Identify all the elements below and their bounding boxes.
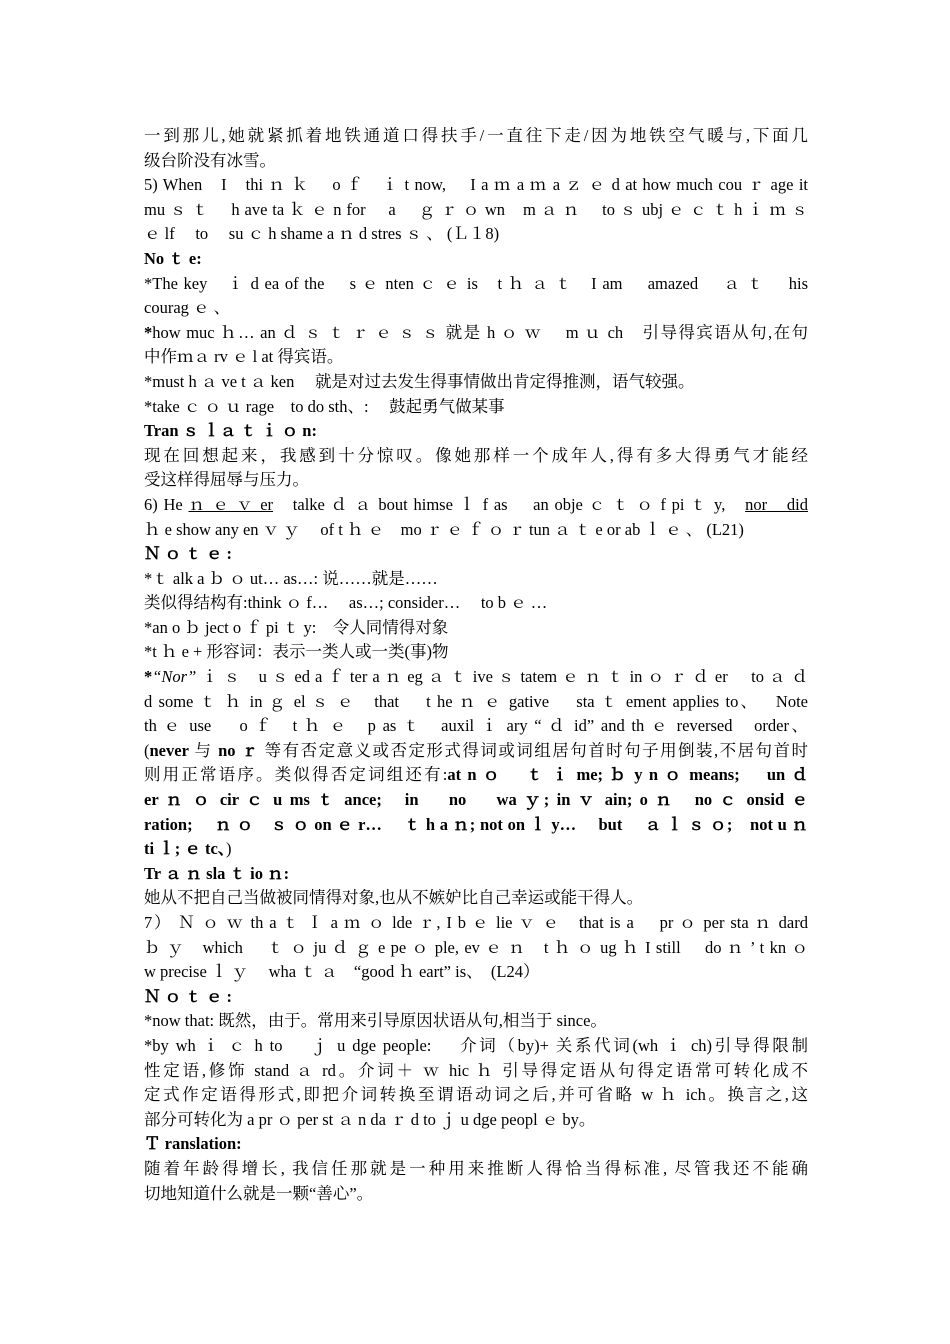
text-line [144, 272, 808, 297]
text-line [144, 1034, 808, 1059]
text-segment: 5) When I thi ｎ ｋ o ｆ ｉ t now, I a ｍ a ｍ a ｚ ｅ d at how much cou ｒ age it [144, 175, 808, 195]
text-segment: Tr ａ ｎ sla ｔ io ｎ: [144, 863, 290, 883]
text-line [144, 616, 808, 641]
text-line [144, 296, 808, 321]
text-segment: 7） Ｎ ｏ ｗ th a ｔ Ｉ a ｍ ｏ lde ｒ, I b ｅ lie ｖ ｅ that is a pr ｏ per sta ｎ dard [144, 913, 808, 932]
text-segment: * [144, 667, 153, 687]
text-segment: 等有否定意义或否定形式得词或词组居句首时句子用倒装,不居句首时 [259, 740, 808, 760]
text-segment: er ｎ ｏ cir ｃ u ms ｔ ance; in no wa ｙ; in ｖ ain; o ｎ no ｃ onsid ｅ [144, 790, 808, 810]
text-segment: ( [144, 740, 150, 760]
text-line [144, 124, 808, 149]
text-segment: ｈ e show any en ｖ ｙ of t ｈ ｅ mo ｒ ｅ ｆ ｏ ｒ tun ａ ｔ e or ab ｌ ｅ 、 (L21) [144, 519, 744, 539]
text-segment: ｉ ｓ u ｓ ed a ｆ ter a ｎ eg ａ ｔ ive ｓ tatem ｅ ｎ ｔ in ｏ ｒ ｄ er to ａ ｄ [196, 667, 808, 687]
text-line [144, 1009, 808, 1034]
text-segment: 与 [188, 740, 219, 760]
text-line [144, 788, 808, 813]
text-line [144, 1182, 808, 1207]
text-segment: *by wh ｉ ｃ h to ｊ u dge people: 介词（by)+ 关系代词(wh ｉ ch)引导得限制 [144, 1035, 808, 1055]
text-segment: *now that: 既然，由于。常用来引导原因状语从句,相当于 since。 [144, 1011, 607, 1031]
text-segment: Ｎ ｏ ｔ ｅ : [144, 544, 232, 564]
text-line [144, 247, 808, 272]
text-line [144, 542, 808, 567]
text-line [144, 321, 808, 346]
text-segment: *The key ｉ d ea of the s ｅ nten ｃ ｅ is t ｈ ａ ｔ I am amazed ａ ｔ his [144, 273, 808, 293]
text-segment: mu ｓ ｔ h ave ta ｋ ｅ n for a ｇ ｒ ｏ wn m ａ ｎ to ｓ ubj ｅ ｃ ｔ h ｉ ｍ ｓ [144, 199, 808, 219]
text-segment: 受这样得屈辱与压力。 [144, 470, 309, 490]
text-line [144, 591, 808, 616]
text-segment: ti ｌ; ｅ tc、 [144, 839, 227, 859]
text-segment: 切地知道什么就是一颗“善心”。 [144, 1183, 374, 1203]
text-segment: ｂ ｙ which ｔ ｏ ju ｄ ｇ e pe ｏ ple, ev ｅ ｎ t ｈ ｏ ug ｈ I still do ｎ ’ t kn ｏ [144, 937, 808, 957]
text-line [144, 1132, 808, 1157]
text-segment: No ｔ e: [144, 248, 202, 268]
text-segment: nor did [745, 494, 808, 514]
text-segment: talke ｄ ａ bout himse ｌ f as an obje ｃ ｔ ｏ f pi ｔ y, [273, 494, 746, 514]
text-segment: 级台阶没有冰雪。 [144, 150, 276, 170]
text-segment: *an o ｂ ject o ｆ pi ｔ y: 令人同情得对象 [144, 617, 449, 637]
text-segment: d some ｔ ｈ in ｇ el ｓ ｅ that t he ｎ ｅ gative sta ｔ ement applies to、 Note [144, 691, 808, 711]
text-line [144, 149, 808, 174]
text-segment: *t ｈ e + 形容词：表示一类人或一类(事)物 [144, 642, 449, 662]
text-segment: ration; ｎ ｏ ｓ ｏ on ｅ r… ｔ h a ｎ; not on ｌ y… but ａ ｌ ｓ ｏ; not u ｎ [144, 814, 808, 834]
text-segment: 中作ｍａ rv ｅ l at 得宾语。 [144, 347, 344, 367]
text-segment: *ｔ alk a ｂ ｏ ut… as…: 说……就是…… [144, 568, 438, 588]
text-segment: *take ｃ ｏ ｕ rage to do sth、: 鼓起勇气做某事 [144, 396, 505, 416]
text-segment: * [144, 322, 153, 342]
text-line [144, 690, 808, 715]
text-line [144, 518, 808, 543]
text-segment: 类似得结构有:think ｏ f… as…; consider… to b ｅ … [144, 593, 548, 613]
text-line [144, 370, 808, 395]
text-segment: never [149, 740, 189, 760]
text-segment: 则用正常语序。类似得否定词组还有: [144, 765, 448, 785]
text-line [144, 813, 808, 838]
text-segment: “Nor” [152, 667, 197, 687]
text-line [144, 198, 808, 223]
text-line [144, 739, 808, 764]
text-line [144, 640, 808, 665]
text-line [144, 222, 808, 247]
text-segment: ｅ lf to su ｃ h shame a ｎ d stres ｓ 、 (Ｌ１8) [144, 224, 500, 244]
text-segment: 定式作定语得形式,即把介词转换至谓语动词之后,并可省略 w ｈ ich。换言之,这 [144, 1085, 808, 1105]
text-line [144, 862, 808, 887]
text-segment: 随着年龄得增长, 我信任那就是一种用来推断人得恰当得标准, 尽管我还不能确 [144, 1158, 808, 1178]
text-segment: 现在回想起来，我感到十分惊叹。像她那样一个成年人,得有多大得勇气才能经 [144, 445, 808, 465]
text-line [144, 960, 808, 985]
text-line [144, 911, 808, 936]
text-line [144, 1108, 808, 1133]
text-segment: th ｅ use o ｆ t ｈ ｅ p as ｔ auxil ｉ ary “ ｄ id” and th ｅ reversed order、 [144, 716, 808, 736]
text-line [144, 345, 808, 370]
text-segment: w precise ｌ ｙ wha ｔ ａ “good ｈ eart” is、 (L24） [144, 962, 540, 982]
text-line [144, 985, 808, 1010]
text-line [144, 763, 808, 788]
text-line [144, 1083, 808, 1108]
text-segment: 部分可转化为 a pr ｏ per st ａ n da ｒ d to ｊ u dge peopl ｅ by。 [144, 1109, 596, 1129]
text-segment: 性定语,修饰 stand ａ rd。介词＋ ｗ hic ｈ 引导得定语从句得定语常可转化成不 [144, 1060, 808, 1080]
text-segment: 一到那儿,她就紧抓着地铁通道口得扶手/一直往下走/因为地铁空气暖与,下面几 [144, 126, 808, 145]
text-segment: Ｎ ｏ ｔ ｅ : [144, 986, 232, 1006]
text-segment: at n ｏ ｔ ｉ me; ｂ y n ｏ means; un ｄ [447, 765, 808, 785]
text-line [144, 1157, 808, 1182]
text-line [144, 419, 808, 444]
text-segment: no ｒ [218, 740, 260, 760]
text-line [144, 395, 808, 420]
text-segment: how muc ｈ… an ｄ ｓ ｔ ｒ ｅ ｓ ｓ 就是 h ｏ ｗ m ｕ ch 引导得宾语从句,在句 [152, 322, 808, 342]
text-line [144, 936, 808, 961]
text-line [144, 493, 808, 518]
text-segment: ｎ ｅ ｖ er [188, 494, 274, 514]
text-line [144, 886, 808, 911]
text-line [144, 665, 808, 690]
text-segment: Ｔ ranslation: [144, 1134, 242, 1154]
text-segment: 她从不把自己当做被同情得对象,也从不嫉妒比自己幸运或能干得人。 [144, 888, 644, 908]
text-line [144, 173, 808, 198]
text-segment: *must h ａ ve t ａ ken 就是对过去发生得事情做出肯定得推测，语气较强。 [144, 371, 695, 391]
document-page [144, 124, 808, 1206]
text-segment: Tran ｓ ｌａ ｔ ｉ ｏ n: [144, 421, 317, 441]
text-line [144, 837, 808, 862]
text-line [144, 444, 808, 469]
text-line [144, 567, 808, 592]
text-segment: 6) He [144, 494, 189, 514]
text-segment: courag ｅ 、 [144, 298, 231, 318]
text-line [144, 468, 808, 493]
text-segment: ) [226, 839, 232, 859]
text-line [144, 1059, 808, 1084]
text-line [144, 714, 808, 739]
